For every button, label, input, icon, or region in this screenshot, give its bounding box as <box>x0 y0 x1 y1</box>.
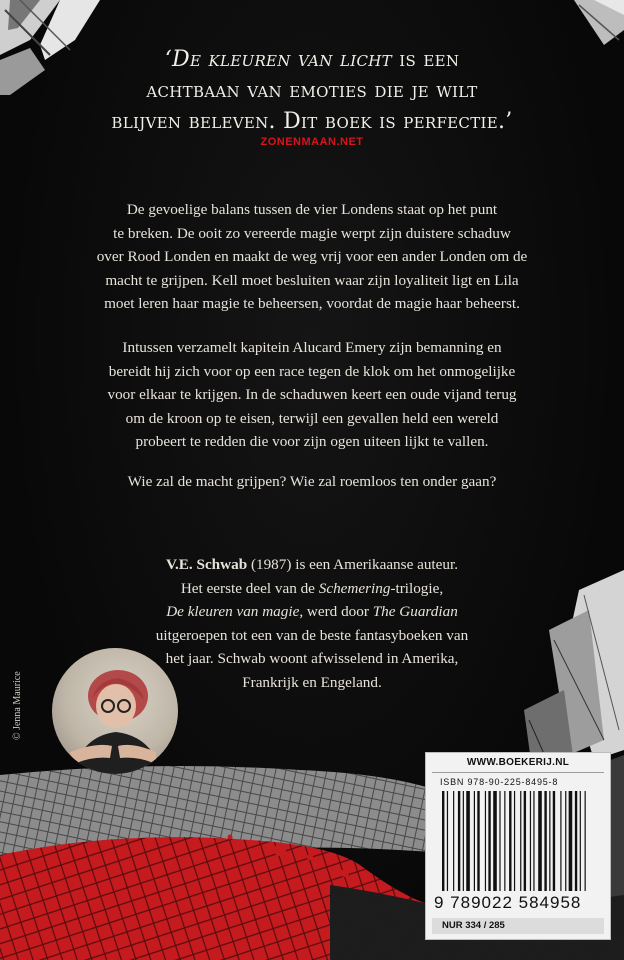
barcode-bar <box>485 791 486 891</box>
author-photo <box>52 648 178 774</box>
barcode-bar <box>553 791 555 891</box>
blurb-line: bereidt hij zich voor op een race tegen de klok om het onmogelijke <box>108 362 516 380</box>
blurb-line: te breken. De ooit zo vereerde magie werpt zijn duistere schaduw <box>113 224 511 242</box>
barcode-bar <box>538 791 542 891</box>
divider <box>432 772 604 773</box>
bio-line-4: uitgeroepen tot een van de beste fantasyboeken van <box>155 626 469 644</box>
author-name: V.E. Schwab <box>165 556 248 573</box>
barcode-bar <box>533 791 534 891</box>
barcode-bar <box>514 791 515 891</box>
bio-line-5: het jaar. Schwab woont afwisselend in Amerika, <box>165 650 459 667</box>
ean-digits: 9 789022 584958 <box>434 893 582 912</box>
barcode-bar <box>580 791 581 891</box>
blurb-paragraph-3 <box>60 470 564 494</box>
quote-line-2: achtbaan van emoties die je wilt <box>146 78 478 103</box>
barcode-bar <box>466 791 470 891</box>
barcode-bar <box>447 791 448 891</box>
barcode-bar <box>474 791 475 891</box>
barcode-bar <box>585 791 586 891</box>
review-quote <box>0 44 624 137</box>
barcode-bar <box>488 791 490 891</box>
blurb-line: moet leren haar magie te beheersen, voordat de magie haar beheerst. <box>104 295 520 312</box>
barcode-bar <box>442 791 444 891</box>
nur-label: NUR 334 / 285 <box>432 918 604 934</box>
blurb-line: macht te grijpen. Kell moet besluiten waar zijn loyaliteit ligt en Lila <box>105 271 519 289</box>
barcode-bar <box>549 791 550 891</box>
blurb-line: over Rood Londen en maakt de weg vrij voor een ander Londen om de <box>96 248 528 265</box>
barcode-bar <box>569 791 573 891</box>
quote-line-1: ‘De kleuren van licht is een <box>164 47 460 72</box>
publisher-website[interactable]: WWW.BOEKERIJ.NL <box>466 757 570 768</box>
quote-source: ZONENMAAN.NET <box>260 136 364 148</box>
blurb-line: De gevoelige balans tussen de vier Londens staat op het punt <box>126 201 498 218</box>
blurb-line: voor elkaar te krijgen. In de schaduwen keert een oude vijand terug <box>107 386 517 403</box>
blurb-line: Intussen verzamelt kapitein Alucard Emery zijn bemanning en <box>122 339 502 356</box>
barcode-bar <box>520 791 521 891</box>
barcode-bar <box>458 791 460 891</box>
barcode-bar <box>504 791 505 891</box>
blurb-line: Wie zal de macht grijpen? Wie zal roemloos ten onder gaan? <box>127 473 497 490</box>
barcode-bar <box>463 791 464 891</box>
isbn-label: ISBN 978-90-225-8495-8 <box>440 777 559 787</box>
bio-line-2: Het eerste deel van de Schemering-trilogie, <box>180 579 444 597</box>
blurb-line: om de kroon op te eisen, terwijl een gevallen held een wereld <box>125 409 499 427</box>
bio-line-6: Frankrijk en Engeland. <box>242 673 382 691</box>
barcode-bar <box>565 791 566 891</box>
barcode-bar <box>560 791 561 891</box>
barcode-bar <box>493 791 497 891</box>
bio-line-1: V.E. Schwab (1987) is een Amerikaanse auteur. <box>165 556 459 573</box>
barcode-bar <box>524 791 526 891</box>
barcode-bar <box>499 791 500 891</box>
barcode-bar <box>477 791 479 891</box>
blurb-line: probeert te redden die voor zijn ogen uiteen lijkt te vallen. <box>135 433 489 450</box>
barcode-panel <box>425 752 611 940</box>
barcode-bar <box>509 791 511 891</box>
bio-line-3: De kleuren van magie, werd door The Guardian <box>166 603 458 620</box>
barcode-bar <box>530 791 531 891</box>
barcode-bars <box>440 791 600 891</box>
barcode-bar <box>575 791 577 891</box>
barcode-bar <box>453 791 454 891</box>
quote-line-3: blijven beleven. Dit boek is perfectie.’ <box>111 109 513 134</box>
blurb-paragraph-1 <box>60 198 564 316</box>
photo-credit: © Jenna Maurice <box>12 671 23 740</box>
barcode-bar <box>544 791 546 891</box>
blurb-paragraph-2 <box>60 336 564 454</box>
